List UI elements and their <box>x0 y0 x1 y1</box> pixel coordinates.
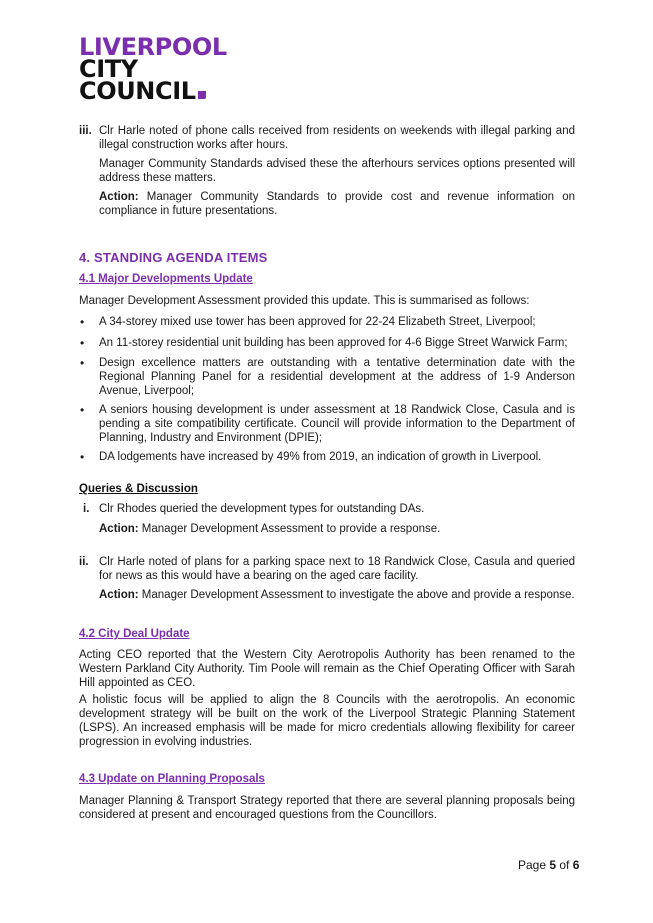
paragraph: Acting CEO reported that the Western City Aerotropolis Authority has been renamed to the Western Parkland City Authority. Tim Poole will remain as the Chief Operating Officer with Sarah Hill appointed as CEO. <box>79 649 575 689</box>
subsection-heading: 4.2 City Deal Update <box>79 628 190 640</box>
bullet-item: Design excellence matters are outstanding with a tentative determination date with the Regional Planning Panel for a residential development at the address of 1-9 Anderson Avenue, Liverpool; <box>99 357 575 397</box>
action-label: Action: <box>99 191 139 203</box>
logo-line-1: LIVERPOOL <box>79 33 227 61</box>
item-number: i. <box>83 503 90 515</box>
action-paragraph <box>99 522 575 536</box>
bullet-icon: • <box>80 315 85 329</box>
action-label: Action: <box>99 523 139 535</box>
paragraph: Manager Community Standards advised these the afterhours services options presented will address these matters. <box>99 158 575 184</box>
logo-dot-icon <box>198 91 206 99</box>
bullet-icon: • <box>80 403 85 417</box>
logo-line-3: COUNCIL <box>79 80 224 102</box>
bullet-item: An 11-storey residential unit building has been approved for 4-6 Bigge Street Warwick Farm; <box>99 337 568 349</box>
bullet-item: A 34-storey mixed use tower has been approved for 22-24 Elizabeth Street, Liverpool; <box>99 316 536 328</box>
action-paragraph <box>99 190 575 218</box>
bullet-icon: • <box>80 336 85 350</box>
paragraph: Manager Development Assessment provided this update. This is summarised as follows: <box>79 295 530 307</box>
section-heading: 4. STANDING AGENDA ITEMS <box>79 250 268 265</box>
action-text: Manager Development Assessment to provide a response. <box>138 523 441 535</box>
item-number: iii. <box>79 125 92 137</box>
action-text: Manager Development Assessment to investigate the above and provide a response. <box>138 589 575 601</box>
bullet-item: A seniors housing development is under assessment at 18 Randwick Close, Casula and is pending a site compatibility certificate. Council will provide information to the Department of Planning, Industry and Environment (DPIE); <box>99 404 575 444</box>
paragraph: Clr Harle noted of plans for a parking space next to 18 Randwick Close, Casula and queried for news as this would have a bearing on the aged care facility. <box>99 556 575 582</box>
council-logo <box>79 33 227 106</box>
action-paragraph <box>99 588 575 602</box>
bullet-icon: • <box>80 356 85 370</box>
action-label: Action: <box>99 589 139 601</box>
paragraph: Clr Harle noted of phone calls received from residents on weekends with illegal parking and illegal construction works after hours. <box>99 125 575 151</box>
action-text: Manager Community Standards to provide cost and revenue information on compliance in future presentations. <box>99 191 575 217</box>
paragraph: Manager Planning & Transport Strategy reported that there are several planning proposals being considered at present and encouraged questions from the Councillors. <box>79 795 575 821</box>
subsection-heading: 4.3 Update on Planning Proposals <box>79 773 265 785</box>
bullet-item: DA lodgements have increased by 49% from 2019, an indication of growth in Liverpool. <box>99 451 542 463</box>
item-number: ii. <box>79 556 89 568</box>
paragraph: Clr Rhodes queried the development types for outstanding DAs. <box>99 503 425 515</box>
subsection-heading: 4.1 Major Developments Update <box>79 273 253 285</box>
bullet-icon: • <box>80 450 85 464</box>
page-number: Page 5 of 6 <box>518 858 580 872</box>
logo-line-2: CITY <box>79 55 138 83</box>
paragraph: A holistic focus will be applied to align the 8 Councils with the aerotropolis. An economic development strategy will be built on the work of the Liverpool Strategic Planning Statement (LSPS). An increased emphasis will be made for micro credentials allowing flexibility for career progression in evolving industries. <box>79 694 575 748</box>
queries-heading: Queries & Discussion <box>79 483 198 495</box>
